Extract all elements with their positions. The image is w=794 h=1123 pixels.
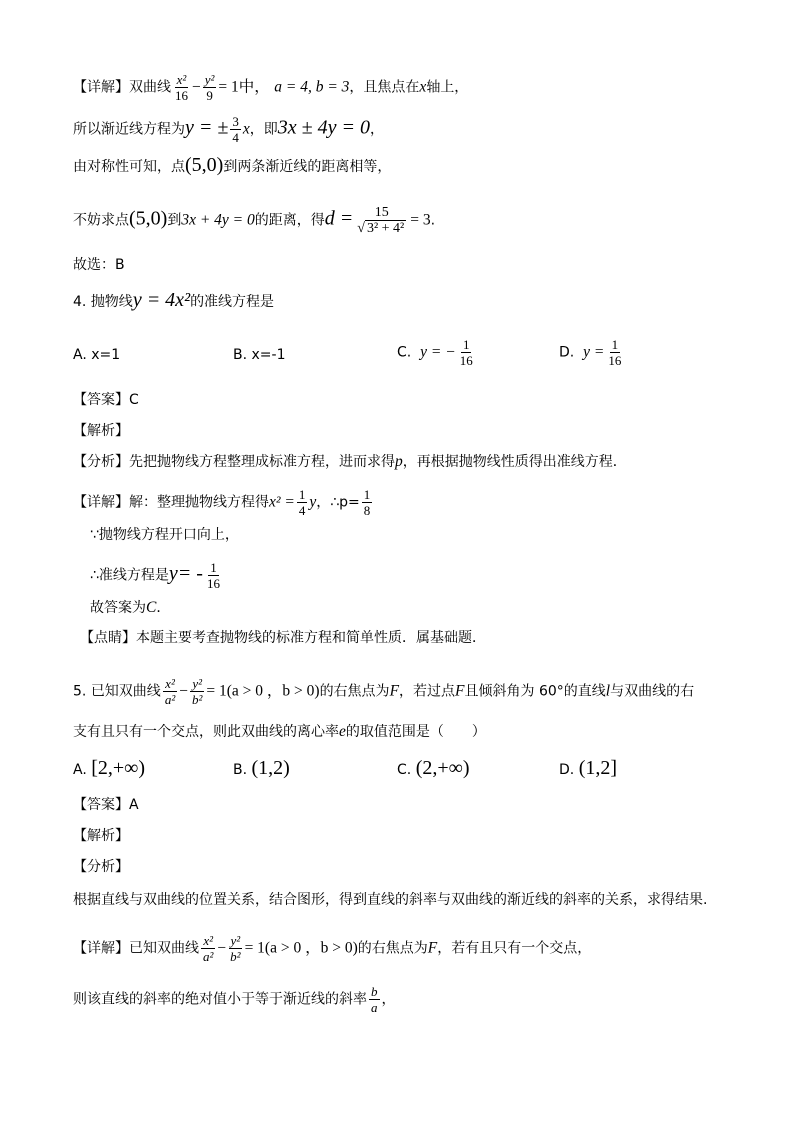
q5-option-a: A. [2,+∞): [73, 757, 146, 779]
q4-therefore: ∴准线方程是y= - $\frac{1}{16}$: [90, 560, 220, 591]
q5-option-d: D. (1,2]: [559, 757, 618, 779]
q5-option-b: B. (1,2): [233, 757, 290, 779]
sqrt-expression: √ 3² + 4²: [357, 221, 405, 236]
answer-choice-line: 故选：B: [73, 257, 125, 273]
q5-detail: 【详解】已知双曲线 $\frac{\text{x²}}{\text{a²}}$ − $\frac{\text{y²}}{\text{b²}}$ = 1(a > 0 ，b > 0)的右焦点为F，若有且只有一个交点，: [73, 933, 592, 964]
fraction: $\frac{\text{y²}}{9}$: [204, 72, 215, 103]
q5-analysis-tag: 【解析】: [73, 828, 129, 844]
q4-analyze: 【分析】先把抛物线方程整理成标准方程，进而求得p，再根据抛物线性质得出准线方程．: [73, 453, 627, 470]
q5-analyze: 根据直线与双曲线的位置关系，结合图形，得到直线的斜率与双曲线的渐近线的斜率的关系，求得结果.: [73, 892, 708, 908]
fraction: $\frac{\text{x²}}{16}$: [175, 72, 188, 103]
q4-option-a: A. x=1: [73, 347, 121, 363]
q4-answer: 【答案】C: [73, 392, 139, 408]
detail-line-2: 所以渐近线方程为y = ± $\frac{3}{4}$ x，即3x ± 4y = 0，: [73, 114, 384, 145]
q4-final-answer: 故答案为C．: [90, 599, 171, 616]
q4-option-b: B. x=-1: [233, 347, 286, 363]
question-4: 4. 抛物线y = 4x²的准线方程是: [73, 289, 275, 311]
detail-line-4: 不妨求点(5,0)到3x + 4y = 0的距离，得d = $\frac{15}{\text{√ 3² + 4²}}$ = 3.: [73, 205, 436, 236]
q4-detail: 【详解】解：整理抛物线方程得x² = $\frac{1}{4}$ y，∴p= $\frac{1}{8}$: [73, 487, 371, 518]
q5-detail-last: 则该直线的斜率的绝对值小于等于渐近线的斜率 $\frac{b}{a}$ ，: [73, 984, 396, 1015]
q4-option-d: D. y = $\frac{1}{16}$: [559, 337, 622, 368]
q4-option-c: C. y = − $\frac{1}{16}$: [397, 337, 473, 368]
q5-answer: 【答案】A: [73, 797, 139, 813]
q5-option-c: C. (2,+∞): [397, 757, 470, 779]
detail-line-1: 【详解】双曲线 $\frac{\text{x²}}{16}$ − $\frac{\text{y²}}{9}$ = 1中， a = 4, b = 3，且焦点在x轴上，: [73, 72, 469, 103]
q4-since: ∵抛物线方程开口向上，: [90, 527, 239, 543]
question-5-line-2: 支有且只有一个交点，则此双曲线的离心率e的取值范围是（ ）: [73, 723, 486, 740]
q4-analysis-tag: 【解析】: [73, 423, 129, 439]
q5-analyze-tag: 【分析】: [73, 859, 129, 875]
question-5: 5. 已知双曲线 $\frac{\text{x²}}{\text{a²}}$ − $\frac{\text{y²}}{\text{b²}}$ = 1(a > 0 ，b > 0)的右焦点为F，若过点F且倾斜角为 60°的直线l与双曲线的右: [73, 676, 695, 707]
detail-tag: 【详解】: [73, 79, 129, 96]
detail-line-3: 由对称性可知，点(5,0)到两条渐近线的距离相等，: [73, 154, 392, 176]
q4-comment: 【点睛】本题主要考查抛物线的标准方程和简单性质．属基础题．: [80, 630, 486, 646]
